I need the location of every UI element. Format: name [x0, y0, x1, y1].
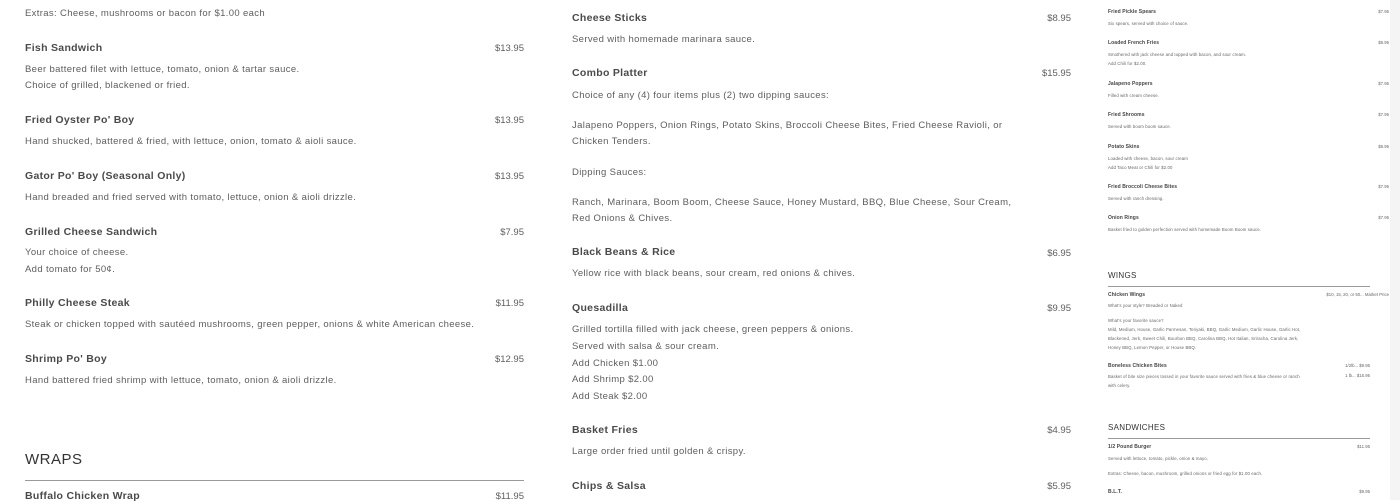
item-desc: Dipping Sauces: [572, 167, 647, 178]
item-desc: Six spears, served with choice of sauce. [1108, 21, 1189, 26]
item-name: Black Beans & Rice [572, 246, 676, 258]
item-name: Fried Oyster Po' Boy [25, 114, 135, 126]
item-desc: Steak or chicken topped with sautéed mushrooms, green pepper, onions & white American cheese. [25, 319, 475, 330]
item-desc: Add Chicken $1.00 [572, 358, 659, 369]
item-desc: Grilled tortilla filled with jack cheese, green peppers & onions. [572, 324, 854, 335]
item-name: Basket Fries [572, 424, 639, 436]
item-name: Jalapeno Poppers [1108, 81, 1153, 87]
item-desc: Served with lettuce, tomato, pickle, onion & mayo. [1108, 456, 1209, 461]
item-price: $8.95 [1047, 13, 1071, 24]
item-name: Grilled Cheese Sandwich [25, 226, 158, 238]
item-desc: Served with homemade marinara sauce. [572, 34, 756, 45]
scrollbar[interactable] [1390, 0, 1400, 500]
item-name: Loaded French Fries [1108, 40, 1160, 46]
item-name: Fried Pickle Spears [1108, 9, 1157, 15]
item-desc: Chicken Tenders. [572, 136, 651, 147]
item-name: Potato Skins [1108, 144, 1140, 150]
section-divider [1108, 286, 1370, 287]
item-name: Fried Broccoli Cheese Bites [1108, 184, 1178, 190]
item-desc: Beer battered filet with lettuce, tomato, onion & tartar sauce. [25, 64, 300, 75]
item-desc: Add Chili for $2.00. [1108, 61, 1147, 66]
item-name: Quesadilla [572, 302, 629, 314]
item-desc: Hand battered fried shrimp with lettuce, tomato, onion & aioli drizzle. [25, 375, 337, 386]
section-heading-wraps: WRAPS [25, 451, 83, 468]
item-price: $13.95 [494, 115, 524, 126]
item-desc: Smothered with jack cheese and topped with bacon, and sour cream. [1108, 52, 1247, 57]
item-price: $11.95 [495, 298, 524, 309]
item-price: $11.95 [495, 491, 524, 502]
item-price: $7.95 [1378, 9, 1389, 14]
item-extras-note: Extras: Cheese, mushrooms or bacon for $1.00 each [25, 8, 265, 19]
item-name: Boneless Chicken Bites [1108, 363, 1167, 369]
item-name: Fish Sandwich [25, 42, 103, 54]
item-desc: Jalapeno Poppers, Onion Rings, Potato Skins, Broccoli Cheese Bites, Fried Cheese Ravioli, or [572, 120, 1003, 131]
item-name: Shrimp Po' Boy [25, 353, 107, 365]
item-name: Cheese Sticks [572, 12, 648, 24]
item-price: $4.95 [1047, 425, 1071, 436]
item-desc: Add Steak $2.00 [572, 391, 648, 402]
item-name: Chips & Salsa [572, 480, 646, 492]
item-price: $5.95 [1047, 481, 1071, 492]
item-desc: Choice of any (4) four items plus (2) two dipping sauces: [572, 90, 830, 101]
item-name: Fried Shrooms [1108, 112, 1145, 118]
item-desc: Loaded with cheese, bacon, sour cream [1108, 156, 1188, 161]
item-desc: Basket fried to golden perfection served with homemade Boom Boom sauce. [1108, 227, 1262, 232]
item-price: $7.95 [1378, 81, 1389, 86]
item-desc: Honey BBQ, Lemon Pepper, or House BBQ. [1108, 345, 1197, 350]
item-name: Philly Cheese Steak [25, 297, 130, 309]
item-desc: Hand breaded and fried served with tomato, lettuce, onion & aioli drizzle. [25, 192, 357, 203]
section-divider [25, 480, 524, 481]
section-divider [1108, 438, 1370, 439]
item-desc: Extras: Cheese, bacon, mushroom, grilled onions or fried egg for $1.00 each. [1108, 471, 1263, 476]
item-desc: Add Shrimp $2.00 [572, 374, 654, 385]
item-desc: Basket of bite size pieces tossed in your favorite sauce served with fries & blue cheese or ranch [1108, 374, 1300, 379]
item-price: $8.95 [1378, 144, 1389, 149]
item-desc: Mild, Medium, House, Garlic Parmesan, Teriyaki, BBQ, Garlic Medium, Garlic House, Garlic Hot, [1108, 327, 1301, 332]
item-price: $9.95 [1047, 303, 1071, 314]
item-desc: Filled with cream cheese. [1108, 93, 1159, 98]
item-name: 1/2 Pound Burger [1108, 444, 1152, 450]
section-heading-wings: WINGS [1108, 271, 1137, 280]
section-heading-sandwiches: SANDWICHES [1108, 423, 1166, 432]
item-name: Buffalo Chicken Wrap [25, 490, 140, 502]
item-name: Chicken Wings [1108, 292, 1146, 298]
item-desc: Large order fried until golden & crispy. [572, 446, 746, 457]
item-desc: Served with ranch dressing. [1108, 196, 1164, 201]
item-name: Gator Po' Boy (Seasonal Only) [25, 170, 186, 182]
item-desc: Yellow rice with black beans, sour cream, red onions & chives. [572, 268, 856, 279]
item-desc: Blackened, Jerk, Sweet Chili, Bourbon BBQ, Carolina BBQ, Hot Italian, Sriracha, Carolina Jerk, [1108, 336, 1299, 341]
item-price: $9.95 [1359, 489, 1370, 494]
item-price: $11.95 [1357, 444, 1370, 449]
item-price: $7.95 [1378, 215, 1389, 220]
item-price: $13.95 [494, 43, 524, 54]
item-price: $6.95 [1047, 248, 1071, 259]
item-desc: What's your favorite sauce? [1108, 318, 1164, 323]
item-desc: Served with boom boom sauce. [1108, 124, 1171, 129]
item-desc: Hand shucked, battered & fried, with lettuce, onion, tomato & aioli sauce. [25, 136, 357, 147]
item-desc: Add Taco Meat or Chili for $2.00 [1108, 165, 1173, 170]
item-price: $7.95 [1378, 184, 1389, 189]
item-name: B.L.T. [1108, 489, 1122, 495]
item-price: $15.95 [1041, 68, 1071, 79]
item-desc: Your choice of cheese. [25, 247, 129, 258]
item-desc: Ranch, Marinara, Boom Boom, Cheese Sauce, Honey Mustard, BBQ, Blue Cheese, Sour Cream, [572, 197, 1012, 208]
item-desc: Red Onions & Chives. [572, 213, 673, 224]
item-price: $10, 15, 20, or 50... Market Price [1326, 292, 1389, 297]
item-desc: with celery. [1108, 383, 1131, 388]
item-desc: Add tomato for 50¢. [25, 264, 116, 275]
item-name: Combo Platter [572, 67, 648, 79]
item-price: $7.95 [500, 227, 524, 238]
item-name: Onion Rings [1108, 215, 1139, 221]
item-price: 1 lb... $15.95 [1345, 373, 1370, 378]
item-price: $7.95 [1378, 112, 1389, 117]
item-desc: Served with salsa & sour cream. [572, 341, 720, 352]
item-desc: Choice of grilled, blackened or fried. [25, 80, 190, 91]
item-desc: What's your style? Breaded or Naked [1108, 303, 1183, 308]
item-price: $12.95 [494, 354, 524, 365]
item-price: $13.95 [494, 171, 524, 182]
item-price: $8.95 [1378, 40, 1389, 45]
item-price: 1/2lb... $9.95 [1345, 363, 1370, 368]
